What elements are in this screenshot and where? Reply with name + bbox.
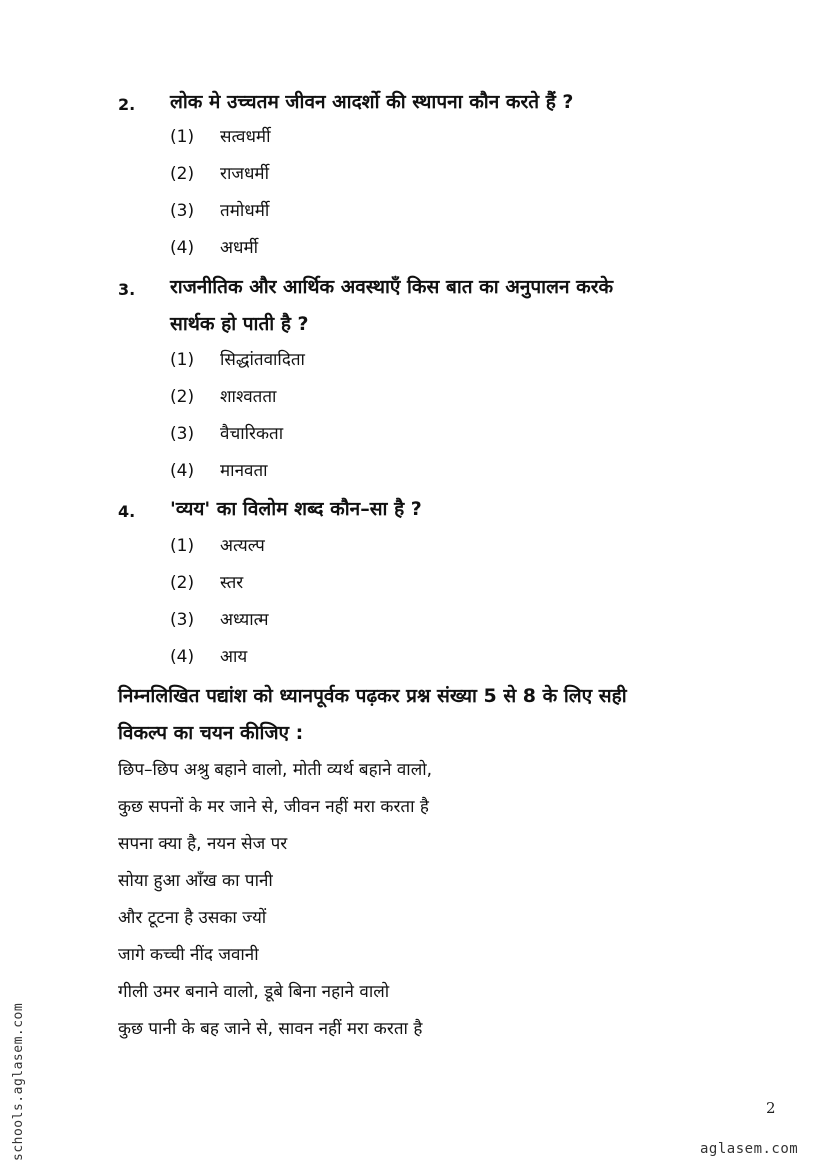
option [170, 126, 270, 148]
instruction-line-1: निम्नलिखित पद्यांश को ध्यानपूर्वक पढ़कर प्रश्न संख्या 5 से 8 के लिए सही [118, 685, 627, 707]
option-number: (1) [170, 127, 195, 147]
option [170, 163, 269, 185]
bottom-watermark: aglasem.com [700, 1141, 799, 1157]
option-text: आय [220, 647, 248, 667]
poem-line: छिप–छिप अश्रु बहाने वालो, मोती व्यर्थ बहाने वालो, [118, 760, 433, 780]
poem-line: सोया हुआ आँख का पानी [118, 871, 273, 891]
option [170, 386, 276, 408]
option-text: मानवता [220, 461, 268, 481]
option [170, 423, 283, 445]
question-number: 4. [118, 502, 136, 521]
option-text: सत्वधर्मी [220, 127, 271, 147]
option [170, 609, 269, 631]
option-text: तमोधर्मी [220, 201, 270, 221]
option-number: (4) [170, 647, 195, 667]
option-number: (3) [170, 424, 195, 444]
option-text: शाश्वतता [220, 387, 277, 407]
option-number: (3) [170, 610, 195, 630]
question-number: 2. [118, 95, 136, 114]
option-text: वैचारिकता [220, 424, 284, 444]
option-number: (1) [170, 536, 195, 556]
poem-line: कुछ पानी के बह जाने से, सावन नहीं मरा करता है [118, 1019, 423, 1039]
poem-line: सपना क्या है, नयन सेज पर [118, 834, 288, 854]
instruction-line-2: विकल्प का चयन कीजिए : [118, 722, 304, 744]
option-text: स्तर [220, 573, 244, 593]
option-number: (2) [170, 573, 195, 593]
option-number: (2) [170, 387, 195, 407]
option [170, 535, 265, 557]
option-text: सिद्धांतवादिता [220, 350, 305, 370]
option [170, 460, 268, 482]
question-number: 3. [118, 280, 136, 299]
option-number: (3) [170, 201, 195, 221]
option-text: अधर्मी [220, 238, 259, 258]
poem-line: कुछ सपनों के मर जाने से, जीवन नहीं मरा करता है [118, 797, 429, 817]
option-number: (1) [170, 350, 195, 370]
option-number: (4) [170, 238, 195, 258]
option [170, 646, 247, 668]
poem-line: गीली उमर बनाने वालो, डूबे बिना नहाने वालो [118, 982, 390, 1002]
page-number: 2 [766, 1099, 776, 1117]
question-text: राजनीतिक और आर्थिक अवस्थाएँ किस बात का अनुपालन करके [170, 276, 614, 298]
option-number: (4) [170, 461, 195, 481]
question-text: 'व्यय' का विलोम शब्द कौन–सा है ? [170, 498, 422, 520]
option-text: अध्यात्म [220, 610, 269, 630]
question-text: लोक मे उच्चतम जीवन आदर्शो की स्थापना कौन करते हैं ? [170, 91, 574, 113]
option [170, 237, 258, 259]
poem-line: जागे कच्ची नींद जवानी [118, 945, 259, 965]
option [170, 200, 269, 222]
option-text: राजधर्मी [220, 164, 269, 184]
option-number: (2) [170, 164, 195, 184]
question-text: सार्थक हो पाती है ? [170, 313, 309, 335]
option [170, 349, 305, 371]
option [170, 572, 243, 594]
poem-line: और टूटना है उसका ज्यों [118, 908, 267, 928]
side-watermark: schools.aglasem.com [11, 1002, 26, 1161]
option-text: अत्यल्प [220, 536, 265, 556]
